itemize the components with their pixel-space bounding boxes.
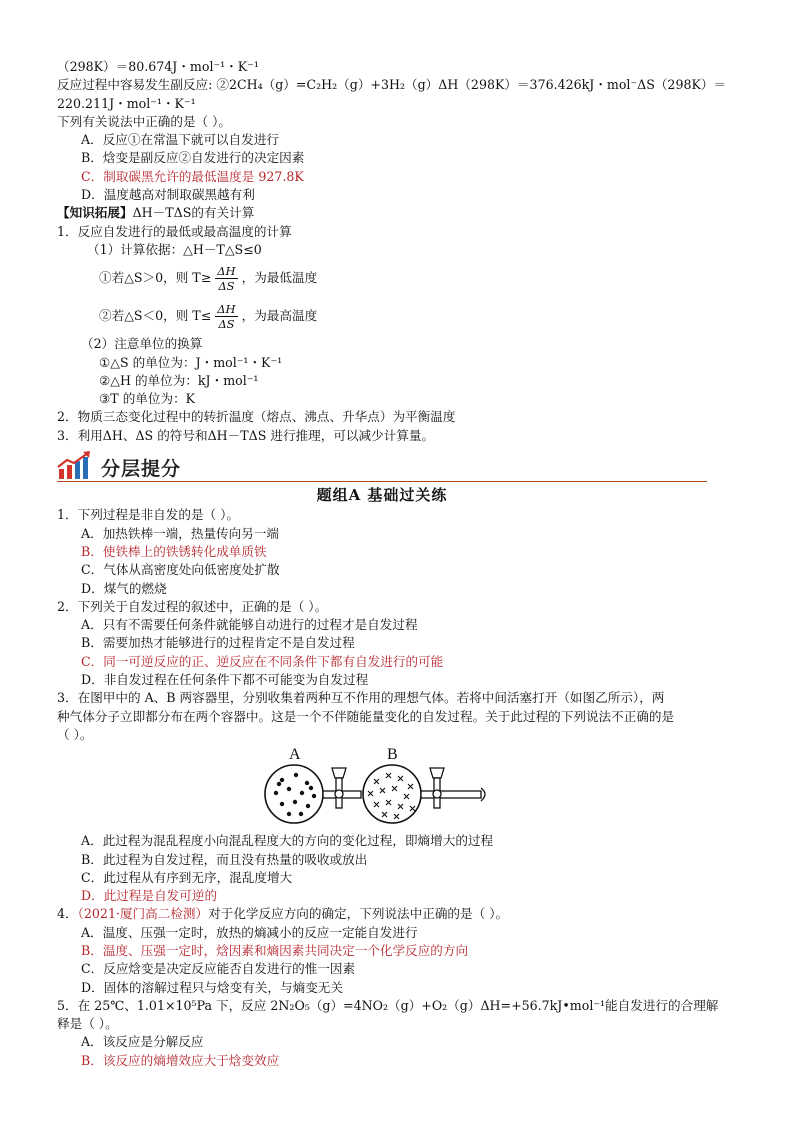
q3-option-c: C．此过程从有序到无序，混乱度增大 xyxy=(81,869,293,885)
intro-line1: （298K）＝80.674J・mol⁻¹・K⁻¹ xyxy=(57,59,259,74)
fraction-dh-ds-1 xyxy=(215,264,237,293)
q1-option-b: B．使铁棒上的铁锈转化成单质铁 xyxy=(81,543,267,559)
unit-ds: ①△S 的单位为：J・mol⁻¹・K⁻¹ xyxy=(99,354,283,370)
fraction-numerator: ΔH xyxy=(217,263,236,278)
fraction-numerator: ΔH xyxy=(217,301,236,316)
intro-option-c: C．制取碳黑允许的最低温度是 927.8K xyxy=(81,168,304,184)
q4-stem xyxy=(57,905,747,923)
q4-option-a: A．温度、压强一定时，放热的熵减小的反应一定能自发进行 xyxy=(81,924,418,940)
gas-containers-figure xyxy=(57,746,707,828)
q2-option-c: C．同一可逆反应的正、逆反应在不同条件下都有自发进行的可能 xyxy=(81,653,444,669)
q1-option-d: D．煤气的燃烧 xyxy=(81,580,167,596)
knowledge-sub1: （1）计算依据：△H－T△S≤0 xyxy=(87,241,262,257)
q4-option-c: C．反应焓变是决定反应能否自发进行的惟一因素 xyxy=(81,961,356,977)
q4-option-b: B．温度、压强一定时，焓因素和熵因素共同决定一个化学反应的方向 xyxy=(81,942,469,958)
q1-option-c: C．气体从高密度处向低密度处扩散 xyxy=(81,562,280,578)
document-page xyxy=(57,58,747,1070)
q4-source: （2021·厦门高二检测） xyxy=(77,906,209,922)
chart-growth-icon xyxy=(57,451,93,481)
q2-option-d: D．非自发过程在任何条件下都不可能变为自发过程 xyxy=(81,672,369,688)
q3-option-d: D．此过程是自发可逆的 xyxy=(81,888,218,904)
intro-option-b: B．焓变是副反应②自发进行的决定因素 xyxy=(81,150,305,166)
unit-t: ③T 的单位为：K xyxy=(99,391,196,407)
q1-stem: 1．下列过程是非自发的是（ ）。 xyxy=(57,507,240,523)
intro-line2: 反应过程中容易发生副反应: ②2CH₄（g）=C₂H₂（g）+3H₂（g）ΔH（298K）＝376.426kJ・mol⁻ΔS（298K）＝ xyxy=(57,77,727,93)
q4-option-d: D．固体的溶解过程只与焓变有关，与熵变无关 xyxy=(81,979,343,995)
knowledge-item2: 2．物质三态变化过程中的转折温度（熔点、沸点、升华点）为平衡温度 xyxy=(57,409,456,425)
q4-stem-text: 对于化学反应方向的确定，下列说法中正确的是（ ）。 xyxy=(208,906,509,922)
q2-option-a: A．只有不需要任何条件就能够自动进行的过程才是自发过程 xyxy=(81,617,418,633)
unit-dh: ②△H 的单位为：kJ・mol⁻¹ xyxy=(99,372,259,388)
q3-option-a: A．此过程为混乱程度小向混乱程度大的方向的变化过程，即熵增大的过程 xyxy=(81,833,494,849)
knowledge-heading-bracket: 【知识拓展】 xyxy=(57,205,133,221)
q3-stem-line3: （ ）。 xyxy=(57,726,93,742)
intro-question: 下列有关说法中正确的是（ ）。 xyxy=(57,113,232,129)
q5-stem-line1: 5．在 25℃、1.01×10⁵Pa 下，反应 2N₂O₅（g）=4NO₂（g）+O₂（g）ΔH=+56.7kJ•mol⁻¹能自发进行的合理解 xyxy=(57,997,719,1013)
condition-min-pre: ①若△S＞0，则 T≥ xyxy=(99,270,212,286)
knowledge-sub2: （2）注意单位的换算 xyxy=(81,336,203,352)
q5-stem-line2: 释是（ ）。 xyxy=(57,1016,118,1032)
intro-option-a: A．反应①在常温下就可以自发进行 xyxy=(81,132,280,148)
q2-option-b: B．需要加热才能够进行的过程肯定不是自发过程 xyxy=(81,635,355,651)
q2-stem: 2．下列关于自发过程的叙述中，正确的是（ ）。 xyxy=(57,598,328,614)
knowledge-heading xyxy=(57,204,747,222)
group-title: 题组A 基础过关练 xyxy=(316,486,448,505)
container-a-label: A xyxy=(289,746,301,764)
condition-min-post: ，为最低温度 xyxy=(241,270,318,286)
section-header xyxy=(57,447,707,482)
condition-max-temp xyxy=(57,297,747,335)
intro-option-d: D．温度越高对制取碳黑越有利 xyxy=(81,187,255,203)
q3-stem-line1: 3．在图甲中的 A、B 两容器里，分别收集着两种互不作用的理想气体。若将中间活塞打开（如图乙所示），两 xyxy=(57,690,665,706)
q5-option-a: A．该反应是分解反应 xyxy=(81,1034,204,1050)
q1-option-a: A．加热铁棒一端，热量传向另一端 xyxy=(81,525,280,541)
knowledge-item1: 1．反应自发进行的最低或最高温度的计算 xyxy=(57,223,292,239)
knowledge-heading-text: ΔH－TΔS的有关计算 xyxy=(132,205,255,221)
q5-option-b: B．该反应的熵增效应大于焓变效应 xyxy=(81,1052,280,1068)
condition-min-temp xyxy=(57,259,747,297)
container-b-label: B xyxy=(387,746,398,764)
q3-option-b: B．此过程为自发过程，而且没有热量的吸收或放出 xyxy=(81,851,368,867)
valve-1 xyxy=(332,768,346,778)
knowledge-item3: 3．利用ΔH、ΔS 的符号和ΔH－TΔS 进行推理，可以减少计算量。 xyxy=(57,427,435,443)
q4-number: 4． xyxy=(57,906,78,922)
gas-containers-diagram xyxy=(262,746,502,828)
intro-line3: 220.211J・mol⁻¹・K⁻¹ xyxy=(57,95,196,111)
fraction-dh-ds-2 xyxy=(215,302,237,331)
q3-stem-line2: 种气体分子立即都分布在两个容器中。这是一个不伴随能量变化的自发过程。关于此过程的下列说法不正确的是 xyxy=(57,708,675,724)
condition-max-pre: ②若△S＜0，则 T≤ xyxy=(99,308,212,324)
fraction-denominator: ΔS xyxy=(218,316,235,331)
section-title: 分层提分 xyxy=(101,457,182,480)
fraction-denominator: ΔS xyxy=(218,278,235,293)
condition-max-post: ，为最高温度 xyxy=(241,308,318,324)
valve-2 xyxy=(430,768,444,778)
